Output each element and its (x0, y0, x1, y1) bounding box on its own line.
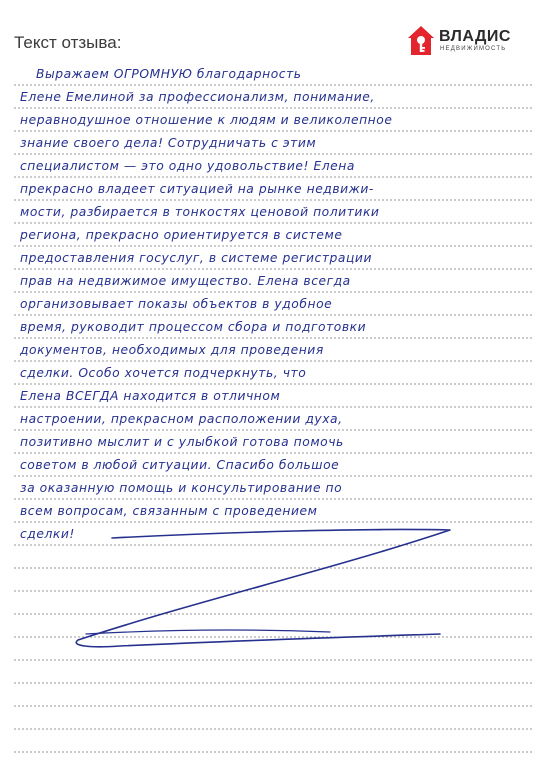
review-line: предоставления госуслуг, в системе регистрации (20, 251, 372, 265)
review-line: неравнодушное отношение к людям и великолепное (20, 113, 393, 127)
review-line: позитивно мыслит и с улыбкой готова помочь (20, 435, 344, 449)
review-line: знание своего дела! Сотрудничать с этим (20, 136, 317, 150)
review-line: за оказанную помощь и консультирование по (20, 481, 343, 495)
review-line: специалистом — это одно удовольствие! Елена (20, 159, 355, 173)
review-line: организовывает показы объектов в удобное (20, 297, 333, 311)
logo-tagline: НЕДВИЖИМОСТЬ (440, 46, 507, 52)
review-line: время, руководит процессом сбора и подготовки (20, 320, 367, 334)
review-line: сделки. Особо хочется подчеркнуть, что (20, 366, 307, 380)
logo-name: ВЛАДИС (439, 28, 511, 45)
review-line: прав на недвижимое имущество. Елена всегда (20, 274, 351, 288)
review-line: сделки! (20, 527, 75, 541)
review-line: Елена ВСЕГДА находится в отличном (20, 389, 281, 403)
review-line: мости, разбирается в тонкостях ценовой политики (20, 205, 380, 219)
review-line: прекрасно владеет ситуацией на рынке недвижи- (20, 182, 374, 196)
review-line: всем вопросам, связанным с проведением (20, 504, 318, 518)
review-line: Выражаем ОГРОМНУЮ благодарность (36, 67, 302, 81)
review-line: региона, прекрасно ориентируется в системе (20, 228, 343, 242)
review-line: документов, необходимых для проведения (20, 343, 324, 357)
review-line: советом в любой ситуации. Спасибо большое (20, 458, 340, 472)
review-text-heading: Текст отзыва: (14, 33, 122, 52)
review-line: Елене Емелиной за профессионализм, понимание, (20, 90, 375, 104)
review-line: настроении, прекрасном расположении духа, (20, 412, 343, 426)
